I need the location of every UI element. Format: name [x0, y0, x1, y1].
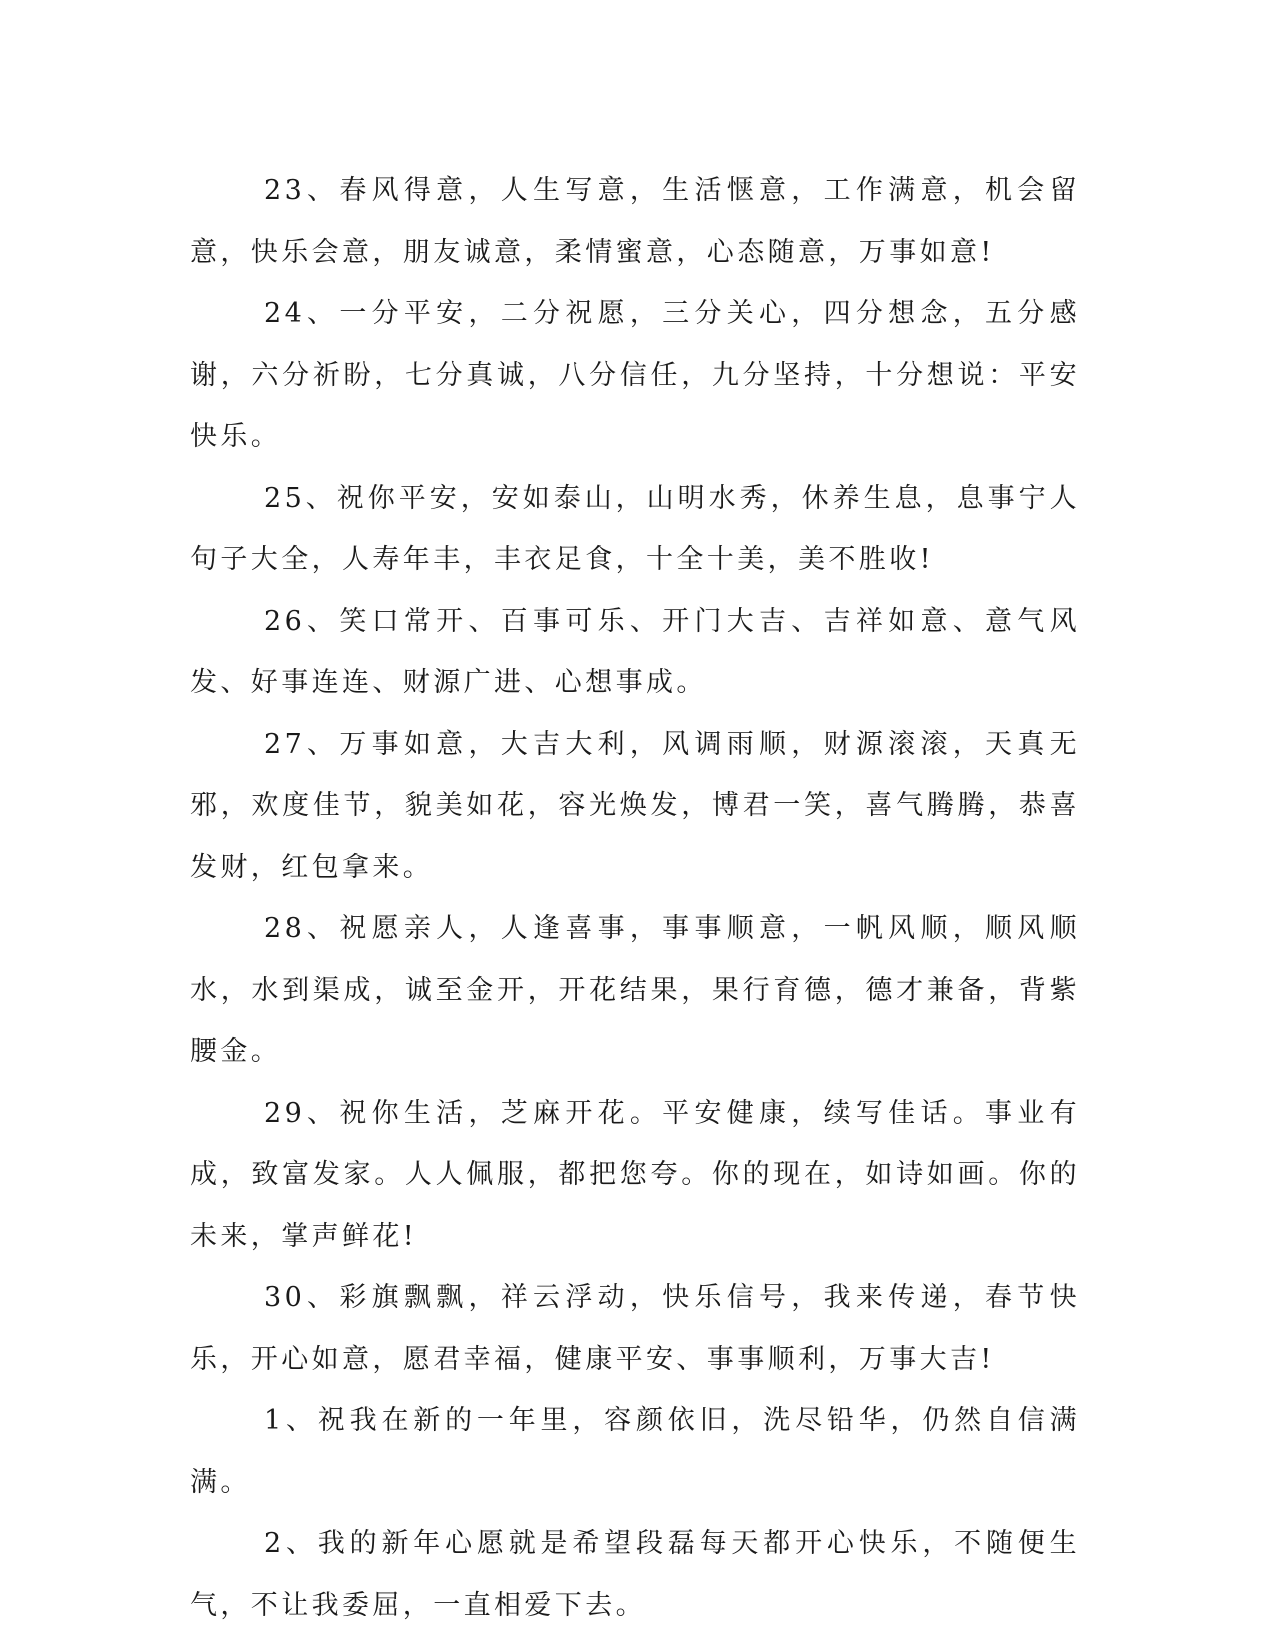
paragraph-1: 1、祝我在新的一年里，容颜依旧，洗尽铅华，仍然自信满满。: [190, 1405, 1080, 1498]
paragraph-25: 25、祝你平安，安如泰山，山明水秀，休养生息，息事宁人句子大全，人寿年丰，丰衣足食，十全十美，美不胜收!: [190, 482, 1080, 575]
paragraph-2: 2、我的新年心愿就是希望段磊每天都开心快乐，不随便生气，不让我委屈，一直相爱下去。: [190, 1528, 1080, 1621]
paragraph-28: 28、祝愿亲人，人逢喜事，事事顺意，一帆风顺，顺风顺水，水到渠成，诚至金开，开花结果，果行育德，德才兼备，背紫腰金。: [190, 913, 1080, 1067]
paragraph-27: 27、万事如意，大吉大利，风调雨顺，财源滚滚，天真无邪，欢度佳节，貌美如花，容光焕发，博君一笑，喜气腾腾，恭喜发财，红包拿来。: [190, 728, 1080, 883]
paragraph-26: 26、笑口常开、百事可乐、开门大吉、吉祥如意、意气风发、好事连连、财源广进、心想事成。: [190, 605, 1080, 698]
paragraph-23: 23、春风得意，人生写意，生活惬意，工作满意，机会留意，快乐会意，朋友诚意，柔情蜜意，心态随意，万事如意!: [190, 175, 1080, 268]
paragraph-24: 24、一分平安，二分祝愿，三分关心，四分想念，五分感谢，六分祈盼，七分真诚，八分信任，九分坚持，十分想说：平安快乐。: [190, 298, 1080, 452]
paragraph-29: 29、祝你生活，芝麻开花。平安健康，续写佳话。事业有成，致富发家。人人佩服，都把您夸。你的现在，如诗如画。你的未来，掌声鲜花!: [190, 1097, 1080, 1252]
document-body: [190, 160, 1080, 1636]
paragraph-30: 30、彩旗飘飘，祥云浮动，快乐信号，我来传递，春节快乐，开心如意，愿君幸福，健康平安、事事顺利，万事大吉!: [190, 1282, 1080, 1375]
